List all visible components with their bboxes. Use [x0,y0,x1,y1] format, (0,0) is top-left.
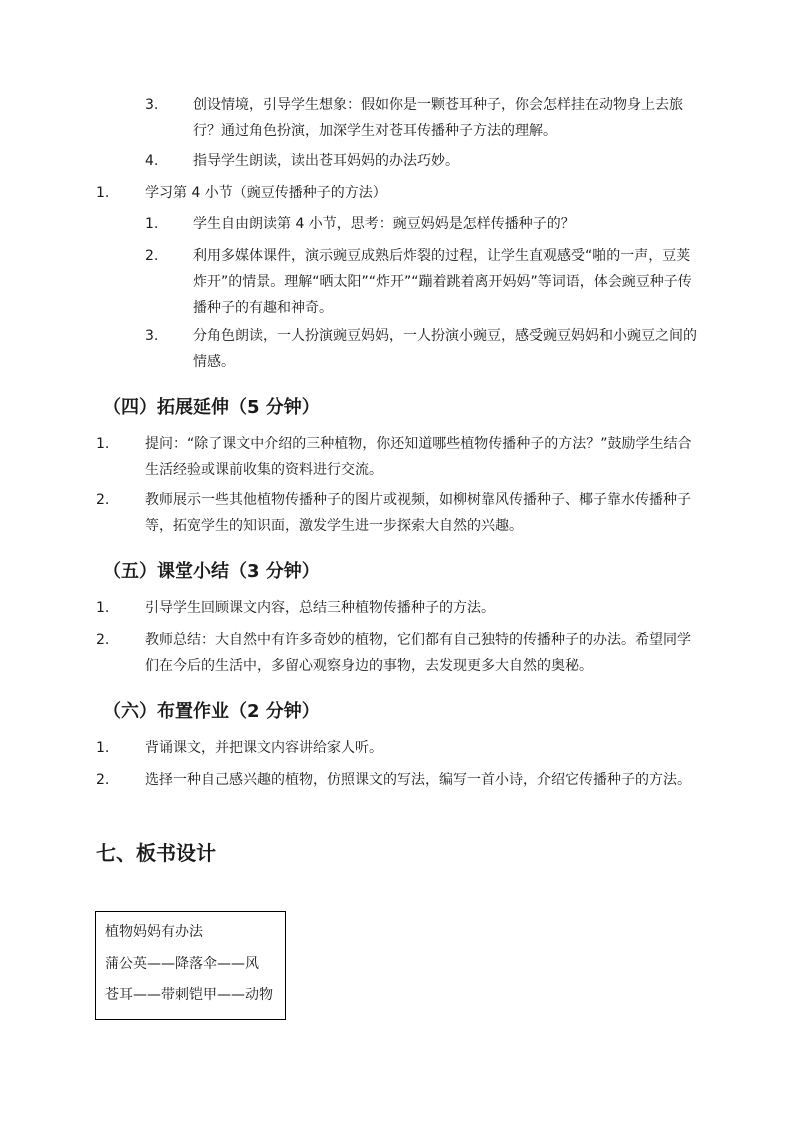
list-text: 引导学生回顾课文内容，总结三种植物传播种子的方法。 [145,600,495,616]
list-number: 1. [96,436,110,452]
list-number: 2. [145,248,159,264]
list-number: 2. [96,632,110,648]
section-heading: （四）拓展延伸（5 分钟） [103,397,320,418]
list-text: 指导学生朗读，读出苍耳妈妈的办法巧妙。 [193,153,459,169]
section-heading: （五）课堂小结（3 分钟） [103,561,320,582]
list-text: 提问：“除了课文中介绍的三种植物，你还知道哪些植物传播种子的方法？”鼓励学生结合生活经验或课前收集的资料进行交流。 [145,436,692,478]
board-line: 苍耳——带刺铠甲——动物 [105,987,273,1003]
list-number: 3. [145,328,159,344]
list-text: 学习第 4 小节（豌豆传播种子的方法） [145,185,387,201]
chapter-heading: 七、板书设计 [96,841,216,865]
list-number: 3. [145,97,159,113]
board-design-box [95,911,286,1020]
list-text: 创设情境，引导学生想象：假如你是一颗苍耳种子，你会怎样挂在动物身上去旅行？通过角色扮演，加深学生对苍耳传播种子方法的理解。 [193,97,683,139]
board-line: 蒲公英——降落伞——风 [105,956,259,972]
list-text: 学生自由朗读第 4 小节，思考：豌豆妈妈是怎样传播种子的？ [193,216,575,232]
list-text: 利用多媒体课件，演示豌豆成熟后炸裂的过程，让学生直观感受“啪的一声，豆荚炸开”的情景。理解“晒太阳”“炸开”“蹦着跳着离开妈妈”等词语，体会豌豆种子传播种子的有趣和神奇。 [193,248,692,316]
list-number: 2. [96,772,110,788]
list-text: 分角色朗读，一人扮演豌豆妈妈，一人扮演小豌豆，感受豌豆妈妈和小豌豆之间的情感。 [193,328,697,370]
list-number: 1. [145,216,159,232]
list-text: 背诵课文，并把课文内容讲给家人听。 [145,740,383,756]
list-number: 1. [96,185,110,201]
list-text: 教师展示一些其他植物传播种子的图片或视频，如柳树靠风传播种子、椰子靠水传播种子等，拓宽学生的知识面，激发学生进一步探索大自然的兴趣。 [145,492,691,534]
list-text: 选择一种自己感兴趣的植物，仿照课文的写法，编写一首小诗，介绍它传播种子的方法。 [145,772,691,788]
section-heading: （六）布置作业（2 分钟） [103,701,320,722]
list-number: 1. [96,600,110,616]
list-number: 1. [96,740,110,756]
board-title: 植物妈妈有办法 [105,924,203,940]
list-number: 2. [96,492,110,508]
list-text: 教师总结：大自然中有许多奇妙的植物，它们都有自己独特的传播种子的办法。希望同学们在今后的生活中，多留心观察身边的事物，去发现更多大自然的奥秘。 [145,632,691,674]
list-number: 4. [145,153,159,169]
